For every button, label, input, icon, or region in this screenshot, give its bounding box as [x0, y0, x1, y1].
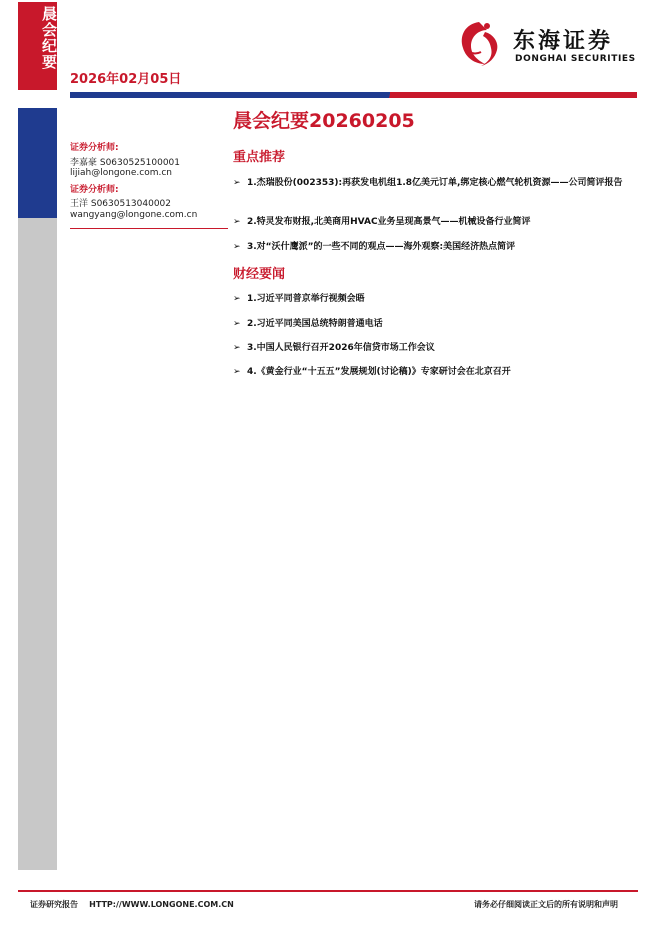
list-item-text: 1.杰瑞股份(002353):再获发电机组1.8亿美元订单,绑定核心燃气轮机资源——公司简评报告 — [247, 178, 623, 188]
analyst-email[interactable]: wangyang@longone.com.cn — [70, 210, 198, 220]
footer-left-text[interactable]: 证券研究报告 HTTP://WWW.LONGONE.COM.CN — [30, 900, 234, 909]
logo-chinese-name: 东海证券 — [513, 29, 614, 54]
header-accent-bar — [380, 92, 637, 98]
footer-disclaimer: 请务必仔细阅读正文后的所有说明和声明 — [474, 900, 618, 909]
list-item[interactable] — [233, 176, 638, 190]
arrow-bullet-icon: ➢ — [233, 294, 241, 304]
footer-divider — [18, 890, 638, 892]
report-title: 晨会纪要20260205 — [233, 110, 415, 132]
report-date: 2026年02月05日 — [70, 72, 182, 87]
arrow-bullet-icon: ➢ — [233, 217, 241, 227]
list-item-text: 1.习近平同普京举行视频会晤 — [247, 294, 365, 304]
arrow-bullet-icon: ➢ — [233, 319, 241, 329]
analyst-email[interactable]: lijiah@longone.com.cn — [70, 168, 172, 178]
sidebar-blue-block — [18, 108, 57, 218]
section-title: 重点推荐 — [233, 150, 286, 165]
logo-english-name: DONGHAI SECURITIES — [515, 54, 636, 64]
list-item[interactable] — [233, 215, 638, 229]
analyst-name-cert: 王洋 S0630513040002 — [70, 199, 172, 209]
sidebar-gray-block — [18, 218, 57, 870]
arrow-bullet-icon: ➢ — [233, 178, 241, 188]
list-item[interactable] — [233, 292, 638, 306]
section-title: 财经要闻 — [233, 267, 286, 282]
sidebar-tag-label: 晨会纪要 — [40, 6, 58, 70]
list-item[interactable] — [233, 365, 638, 379]
dragon-logo-icon — [455, 18, 503, 70]
arrow-bullet-icon: ➢ — [233, 343, 241, 353]
list-item[interactable] — [233, 240, 638, 254]
arrow-bullet-icon: ➢ — [233, 242, 241, 252]
analyst-divider — [70, 228, 228, 229]
analyst-label: 证券分析师: — [70, 185, 119, 195]
list-item-text: 3.中国人民银行召开2026年信贷市场工作会议 — [247, 343, 435, 353]
analyst-label: 证券分析师: — [70, 143, 119, 153]
list-item-text: 3.对“沃什鹰派”的一些不同的观点——海外观察:美国经济热点简评 — [247, 242, 516, 252]
analyst-name-cert: 李嘉豪 S0630525100001 — [70, 158, 181, 168]
list-item-text: 2.特灵发布财报,北美商用HVAC业务呈现高景气——机械设备行业简评 — [247, 217, 531, 227]
list-item[interactable] — [233, 317, 638, 331]
arrow-bullet-icon: ➢ — [233, 367, 241, 377]
list-item-text: 2.习近平同美国总统特朗普通电话 — [247, 319, 383, 329]
list-item[interactable] — [233, 341, 638, 355]
list-item-text: 4.《黄金行业“十五五”发展规划(讨论稿)》专家研讨会在北京召开 — [247, 367, 511, 377]
